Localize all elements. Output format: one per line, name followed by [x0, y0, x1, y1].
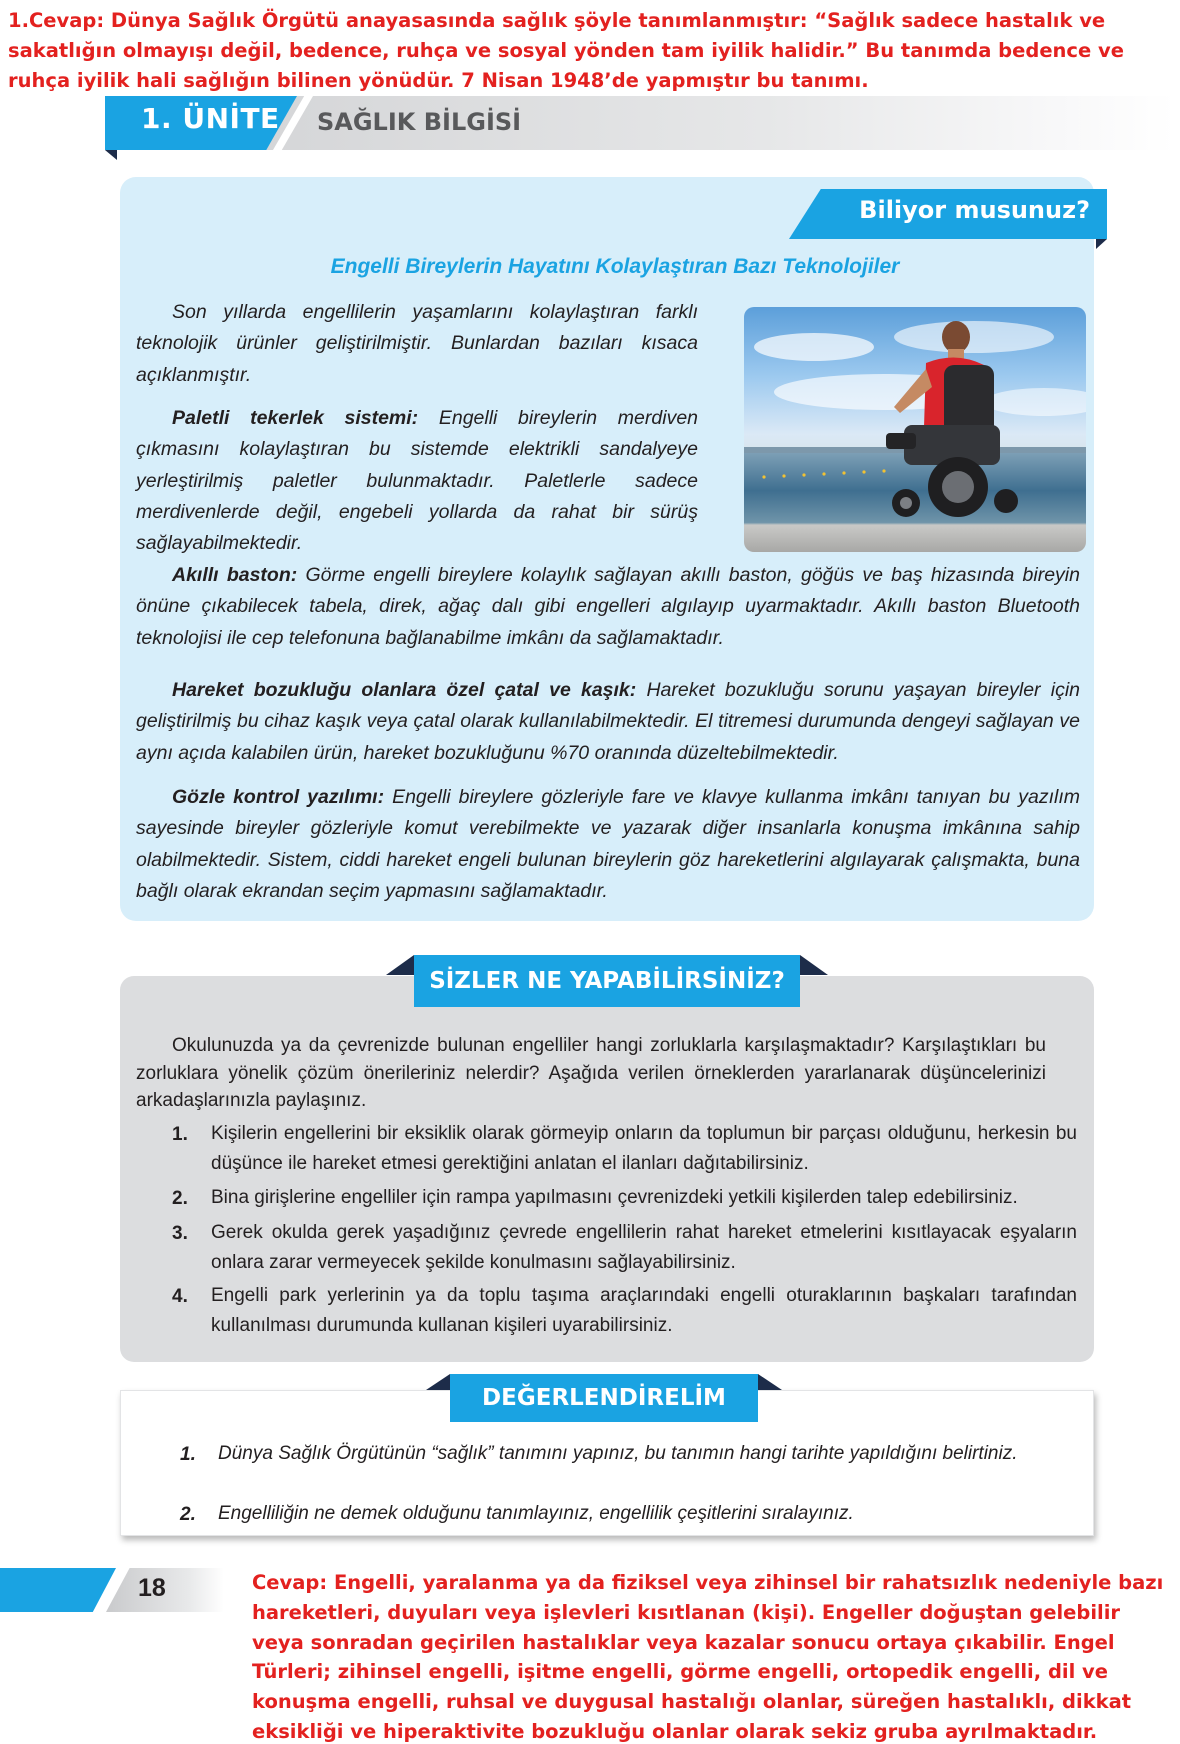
answer-top: 1.Cevap: Dünya Sağlık Örgütü anayasasında sağlık şöyle tanımlanmıştır: “Sağlık sadece hastalık ve sakatlığın olmayışı değil, bedence, ruhça ve sosyal yönden tam iyilik halidir.” Bu tanımda bedence ve ruhça iyilik hali sağlığın bilinen yönüdür. 7 Nisan 1948’de yapmıştır bu tanımı.	[8, 9, 1124, 92]
activity-item-text: Gerek okulda gerek yaşadığınız çevrede engellilerin rahat hareket etmelerini kısıtlayacak eşyaların onlara zarar vermeyecek şekilde konulmasını sağlayabilirsiniz.	[211, 1222, 1077, 1273]
activity-item-number: 4.	[172, 1286, 188, 1307]
activity-item-number: 3.	[172, 1223, 188, 1244]
info-title: Engelli Bireylerin Hayatını Kolaylaştıran Bazı Teknolojiler	[330, 255, 900, 278]
page-number: 18	[138, 1574, 166, 1602]
info-tag-label: Biliyor musunuz?	[859, 196, 1090, 224]
info-item-paletli	[136, 403, 698, 559]
info-item-term: Akıllı baston:	[172, 564, 298, 586]
info-item-text: Görme engelli bireylere kolaylık sağlayan akıllı baston, göğüs ve baş hizasında bireyin önüne çıkabilecek tabela, direk, ağaç dalı gibi engelleri algılayıp uyarmaktadır. Akıllı baston Bluetooth teknolojisi ile cep telefonuna bağlanabilme imkânı da sağlamaktadır.	[136, 564, 1080, 649]
activity-item-text: Kişilerin engellerini bir eksiklik olarak görmeyip onların da toplumun bir parçası olduğunu, herkesin bu düşünce ile hareket etmesi gerektiğini anlatan el ilanları dağıtabilirsiniz.	[211, 1123, 1077, 1174]
activity-item-text: Engelli park yerlerinin ya da toplu taşıma araçlarındaki engelli oturaklarının başkaları tarafından kullanılması durumunda kullanan kişileri uyarabilirsiniz.	[211, 1285, 1077, 1336]
unit-header	[105, 96, 1175, 162]
info-item-term: Hareket bozukluğu olanlara özel çatal ve kaşık:	[172, 679, 637, 701]
activity-title: SİZLER NE YAPABİLİRSİNİZ?	[414, 955, 800, 1007]
unit-tab-fold	[105, 150, 117, 160]
info-tag-fold	[1096, 239, 1107, 249]
wheelchair-photo-illustration	[744, 307, 1086, 552]
activity-item-text: Bina girişlerine engelliler için rampa yapılmasını çevrenizdeki yetkili kişilerden talep edebilirsiniz.	[211, 1187, 1018, 1208]
evaluation-item-text: Engelliliğin ne demek olduğunu tanımlayınız, engellilik çeşitlerini sıralayınız.	[218, 1503, 854, 1524]
evaluation-banner-wing-right	[758, 1374, 782, 1390]
info-intro: Son yıllarda engellilerin yaşamlarını kolaylaştıran farklı teknolojik ürünler geliştirilmiştir. Bunlardan bazıları kısaca açıklanmıştır.	[136, 301, 698, 386]
info-item-text: Hareket bozukluğu sorunu yaşayan bireyler için geliştirilmiş bu cihaz kaşık veya çatal olarak kullanılabilmektedir. El titremesi durumunda dengeyi sağlayan ve aynı açıda kalabilen ürün, hareket bozukluğunu %70 oranında düzeltebilmektedir.	[136, 679, 1080, 764]
wheelchair-photo	[744, 307, 1086, 552]
info-item-catal-kasik	[136, 675, 1080, 769]
info-item-text: Engelli bireylerin merdiven çıkmasını kolaylaştıran bu sistemde elektrikli sandalyeye yerleştirilmiş paletler bulunmaktadır. Paletlerle sadece merdivenlerde değil, engebeli yollarda da rahat bir sürüş sağlayabilmektedir.	[136, 407, 699, 555]
info-item-baston	[136, 560, 1080, 654]
evaluation-banner-wing-left	[426, 1374, 450, 1390]
info-item-term: Paletli tekerlek sistemi:	[172, 407, 419, 429]
activity-banner-wing-right	[800, 955, 828, 975]
info-item-gozle-kontrol	[136, 782, 1080, 907]
evaluation-item-number: 1.	[180, 1444, 196, 1465]
activity-item-number: 1.	[172, 1124, 188, 1145]
evaluation-item-number: 2.	[180, 1504, 196, 1525]
answer-bottom: Cevap: Engelli, yaralanma ya da fiziksel veya zihinsel bir rahatsızlık nedeniyle bazı hareketleri, duyuları veya işlevleri kısıtlanan (kişi). Engeller doğuştan gelebilir veya sonradan geçirilen hastalıklar veya kazalar sonucu ortaya çıkabilir. Engel Türleri; zihinsel engelli, işitme engelli, görme engelli, ortopedik engelli, dil ve konuşma engelli, ruhsal ve duygusal hastalığı olanlar, süreğen hastalıklı, dikkat eksikliği ve hiperaktivite bozukluğu olanlar olarak sekiz gruba ayrılmaktadır.	[252, 1571, 1164, 1743]
evaluation-item-text: Dünya Sağlık Örgütünün “sağlık” tanımını yapınız, bu tanımın hangi tarihte yapıldığını belirtiniz.	[218, 1443, 1018, 1464]
info-item-term: Gözle kontrol yazılımı:	[172, 786, 385, 808]
evaluation-title: DEĞERLENDİRELİM	[450, 1374, 758, 1422]
activity-item-number: 2.	[172, 1188, 188, 1209]
activity-intro: Okulunuzda ya da çevrenizde bulunan engelliler hangi zorluklarla karşılaşmaktadır? Karşılaştıkları bu zorluklara yönelik çözüm önerileriniz nelerdir? Aşağıda verilen örneklerden yararlanarak düşüncelerinizi arkadaşlarınızla paylaşınız.	[136, 1035, 1046, 1111]
unit-number: 1. ÜNİTE	[141, 102, 280, 135]
activity-banner-wing-left	[386, 955, 414, 975]
page-number-tab	[0, 1568, 116, 1612]
unit-subject: SAĞLIK BİLGİSİ	[317, 108, 522, 136]
info-item-text: Engelli bireylere gözleriyle fare ve klavye kullanma imkânı tanıyan bu yazılım sayesinde bireyler gözleriyle komut verebilmekte ve yazarak diğer insanlarla konuşma imkânına sahip olabilmektedir. Sistem, ciddi hareket engeli bulunan bireylerin göz hareketlerini algılayarak çalışmakta, buna bağlı olarak ekrandan seçim yapmasını sağlamaktadır.	[136, 786, 1080, 902]
